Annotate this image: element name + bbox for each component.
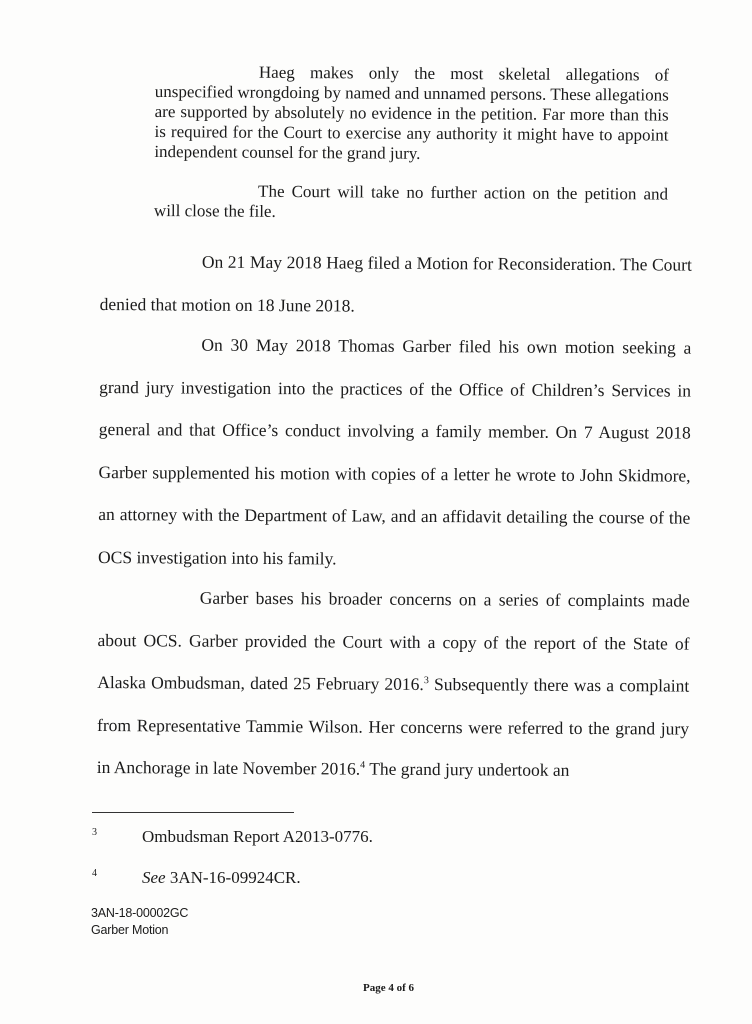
- quote-paragraph: Haeg makes only the most skeletal allegations of unspecified wrongdoing by named and unnamed persons. These allegations are supported by absolutely no evidence in the petition. Far more than this is required for the Court to exercise any authority it might have to appoint independent counsel for the grand jury.: [154, 62, 669, 163]
- footnote-ref-3: 3: [423, 675, 429, 687]
- footnote-text: Ombudsman Report A2013-0776.: [142, 827, 373, 846]
- case-title: Garber Motion: [91, 923, 169, 937]
- footnote-number: 3: [92, 827, 97, 838]
- body-text-segment: Subsequently there was a complaint from Representative Tammie Wilson. Her concerns were referred to the grand jury in Anchorage in late November 2016.: [96, 674, 690, 779]
- footnote-number: 4: [92, 868, 97, 879]
- page-number: Page 4 of 6: [363, 982, 415, 994]
- body-paragraph: On 30 May 2018 Thomas Garber filed his own motion seeking a grand jury investigation into the practices of the Office of Children’s Services in general and that Office’s conduct involving a family member. On 7 August 2018 Garber supplemented his motion with copies of a letter he wrote to John Skidmore, an attorney with the Department of Law, and an affidavit detailing the course of the OCS investigation into his family.: [98, 334, 692, 568]
- quote-paragraph: The Court will take no further action on the petition and will close the file.: [153, 181, 669, 221]
- footnote-divider: [92, 812, 294, 813]
- footnote-ref-4: 4: [360, 759, 366, 771]
- case-info: [91, 905, 188, 939]
- footnote-signal: See: [142, 868, 166, 887]
- case-number: 3AN-18-00002GC: [91, 906, 189, 920]
- body-text: [97, 240, 692, 792]
- body-paragraph: [97, 576, 690, 792]
- block-quote: [154, 62, 669, 225]
- body-text-segment: Garber bases his broader concerns on a series of complaints made about OCS. Garber provided the Court with a copy of the report of the State of Alaska Ombudsman, dated 25 February 2016.: [97, 587, 690, 694]
- footnote-text: See 3AN-16-09924CR.: [142, 868, 301, 887]
- body-text-segment: The grand jury undertook an: [365, 758, 570, 780]
- body-paragraph: On 21 May 2018 Haeg filed a Motion for Reconsideration. The Court denied that motion on 18 June 2018.: [99, 251, 692, 316]
